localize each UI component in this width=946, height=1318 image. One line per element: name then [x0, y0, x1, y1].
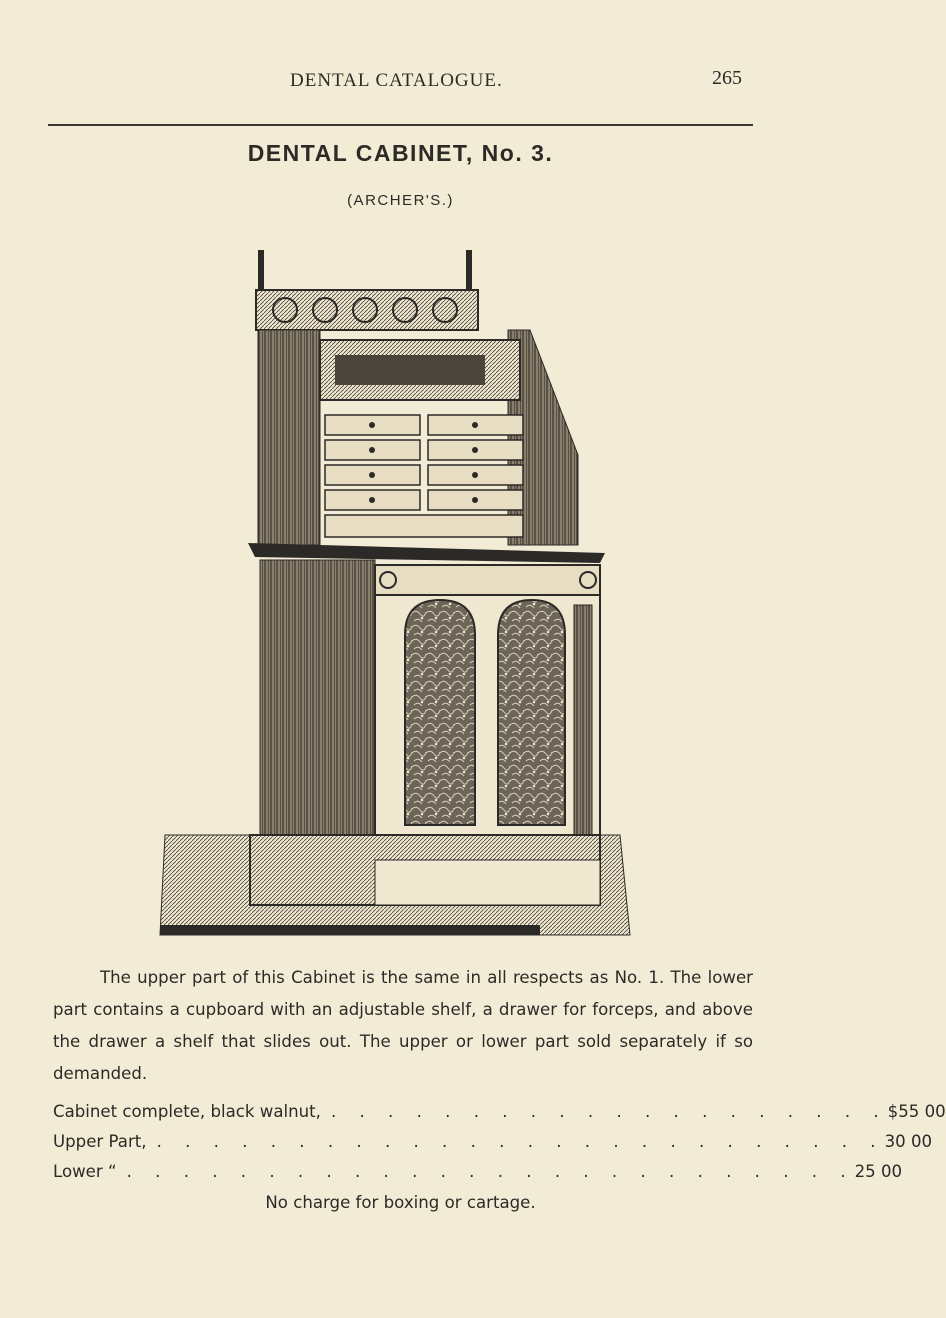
footer-note: No charge for boxing or cartage.: [265, 1193, 536, 1212]
price-label: Lower “: [53, 1162, 117, 1181]
price-label: Cabinet complete, black walnut,: [53, 1102, 321, 1121]
price-amount: $55 00: [887, 1102, 946, 1121]
header-rule: [48, 124, 753, 126]
description-text: The upper part of this Cabinet is the same in all respects as No. 1. The lower part contains a cupboard with an adjustable shelf, a drawer for forceps, and above the drawer a shelf that slides out. The upper or lower part sold separately if so demanded.: [53, 968, 753, 1083]
dot-leaders: . . . . . . . . . . . . . . . . . . . .: [330, 1102, 888, 1121]
description-paragraph: [53, 962, 753, 1090]
dot-leaders: . . . . . . . . . . . . . . . . . . . . . . . . . .: [126, 1162, 855, 1181]
price-amount: 30 00: [884, 1132, 933, 1151]
running-title: DENTAL CATALOGUE.: [290, 70, 503, 91]
price-amount: 25 00: [854, 1162, 903, 1181]
price-row-upper: [53, 1127, 933, 1157]
page-title: DENTAL CABINET, No. 3.: [247, 140, 554, 166]
page-number: 265: [712, 67, 742, 89]
dental-cabinet-illustration: [160, 245, 630, 940]
price-label: Upper Part,: [53, 1132, 147, 1151]
price-row-lower: [53, 1157, 903, 1187]
dot-leaders: . . . . . . . . . . . . . . . . . . . . . . . . . .: [156, 1132, 885, 1151]
page-subtitle: (ARCHER'S.): [347, 192, 454, 209]
price-row-complete: [53, 1097, 946, 1127]
price-list: [53, 1097, 946, 1187]
